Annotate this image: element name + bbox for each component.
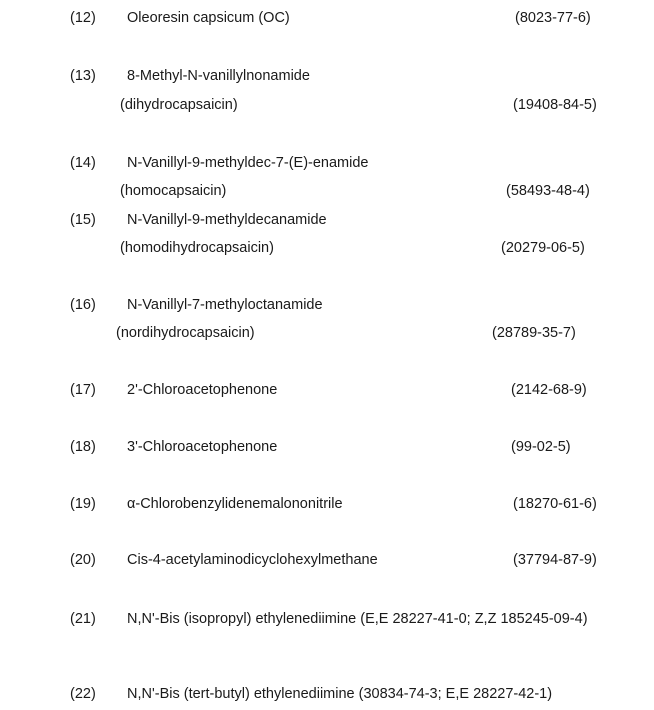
entry-number: (15) (70, 212, 96, 228)
cas-number: (19408-84-5) (513, 97, 597, 113)
entry-number: (12) (70, 10, 96, 26)
cas-number: (18270-61-6) (513, 496, 597, 512)
cas-number: (8023-77-6) (515, 10, 591, 26)
entry-number: (17) (70, 382, 96, 398)
entry-number: (19) (70, 496, 96, 512)
compound-alias: (homodihydrocapsaicin) (120, 240, 274, 256)
compound-name: N,N'-Bis (tert-butyl) ethylenediimine (30834-74-3; E,E 28227-42-1) (127, 686, 553, 702)
compound-name: 8-Methyl-N-vanillylnonamide (127, 68, 310, 84)
compound-name: N-Vanillyl-7-methyloctanamide (127, 297, 323, 313)
entry-number: (16) (70, 297, 96, 313)
entry-number: (22) (70, 686, 96, 702)
compound-name: Oleoresin capsicum (OC) (127, 10, 290, 26)
compound-name: N-Vanillyl-9-methyldecanamide (127, 212, 327, 228)
entry-number: (13) (70, 68, 96, 84)
compound-alias: (nordihydrocapsaicin) (116, 325, 255, 341)
compound-name: α-Chlorobenzylidenemalononitrile (127, 496, 343, 512)
entry-number: (20) (70, 552, 96, 568)
cas-number: (28789-35-7) (492, 325, 576, 341)
compound-name: Cis-4-acetylaminodicyclohexylmethane (127, 552, 378, 568)
cas-number: (2142-68-9) (511, 382, 587, 398)
cas-number: (20279-06-5) (501, 240, 585, 256)
cas-number: (37794-87-9) (513, 552, 597, 568)
compound-name: N-Vanillyl-9-methyldec-7-(E)-enamide (127, 155, 369, 171)
compound-alias: (dihydrocapsaicin) (120, 97, 238, 113)
entry-number: (18) (70, 439, 96, 455)
cas-number: (58493-48-4) (506, 183, 590, 199)
entry-number: (21) (70, 611, 96, 627)
entry-number: (14) (70, 155, 96, 171)
cas-number: (99-02-5) (511, 439, 571, 455)
compound-alias: (homocapsaicin) (120, 183, 227, 199)
compound-name: 3'-Chloroacetophenone (127, 439, 278, 455)
compound-name: 2'-Chloroacetophenone (127, 382, 278, 398)
compound-name: N,N'-Bis (isopropyl) ethylenediimine (E,E 28227-41-0; Z,Z 185245-09-4) (127, 611, 588, 627)
